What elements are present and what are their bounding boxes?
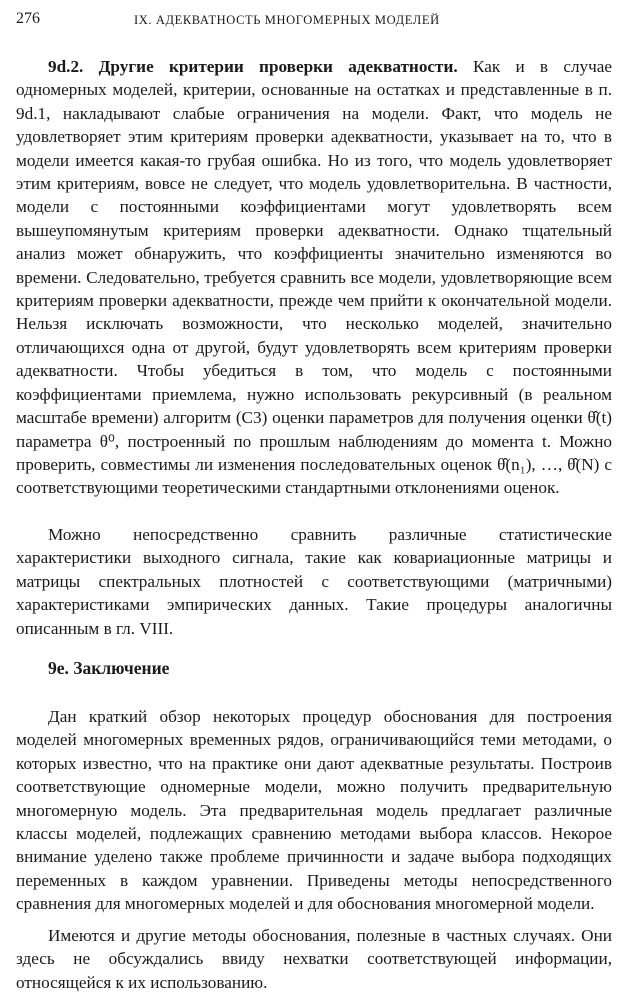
section-9e-block: [16, 705, 612, 916]
section-9d2-block-2: [16, 523, 612, 640]
section-9e-block-2: [16, 924, 612, 994]
section-9e-paragraph: Дан краткий обзор некоторых процедур обоснования для построения моделей многомерных временных рядов, ограничивающийся теми методами, о которых известно, что на практике они дают адекватные результаты. Построив соответствующие одномерные модели, можно получить предварительную многомерную модель. Эта предварительная модель предлагает различные классы моделей, подлежащих сравнению методами выбора классов. Некорое внимание уделено также проблеме причинности и задаче выбора подходящих переменных в каждом уравнении. Приведены методы непосредственного сравнения для многомерных моделей и для обоснования многомерной модели.: [16, 707, 612, 914]
page-header: [16, 10, 612, 32]
page-number: 276: [16, 10, 40, 27]
section-9e-paragraph-2: Имеются и другие методы обоснования, полезные в частных случаях. Они здесь не обсуждались ввиду нехватки соответствующей информации, относящейся к их использованию.: [16, 926, 612, 992]
section-9d2-text: Как и в случае одномерных моделей, критерии, основанные на остатках и представленные в п. 9d.1, накладывают слабые ограничения на модели. Факт, что модель не удовлетворяет этим критериям проверки адекватности, указывает на то, что в модели имеется какая-то грубая ошибка. Но из того, что модель удовлетворяет этим критериям, вовсе не следует, что модель удовлетворительна. В частности, модели с постоянными коэффициентами могут удовлетворять всем вышеупомянутым критериям проверки адекватности. Однако тщательный анализ может обнаружить, что коэффициенты значительно изменяются во времени. Следовательно, требуется сравнить все модели, удовлетворяющие всем критериям проверки адекватности, прежде чем прийти к окончательной модели. Нельзя исключать возможности, что несколько моделей, значительно отличающихся одна от другой, будут удовлетворять всем критериям проверки адекватности. Чтобы убедиться в том, что модель с постоянными коэффициентами приемлема, нужно использовать рекурсивный (в реальном масштабе времени) алгоритм (С3) оценки параметров для получения оценки θ̂(t) параметра θ⁰, построенный по прошлым наблюдениям до момента t. Можно проверить, совместимы ли изменения последовательных оценок θ̂(n₁), …, θ̂(N) с соответствующими теоретическими стандартными отклонениями оценок.: [16, 57, 613, 498]
running-title: IX. АДЕКВАТНОСТЬ МНОГОМЕРНЫХ МОДЕЛЕЙ: [134, 13, 440, 27]
section-9e-heading: 9е. Заключение: [48, 658, 170, 678]
section-9d2-heading: 9d.2. Другие критерии проверки адекватности.: [48, 57, 458, 76]
section-9d2-paragraph-2: Можно непосредственно сравнить различные статистические характеристики выходного сигнала, такие как ковариационные матрицы и матрицы спектральных плотностей с соответствующими (матричными) характеристиками эмпирических данных. Такие процедуры аналогичны описанным в гл. VIII.: [16, 525, 612, 638]
section-9d2-block: [16, 55, 612, 500]
section-9d2-paragraph: [16, 55, 612, 500]
